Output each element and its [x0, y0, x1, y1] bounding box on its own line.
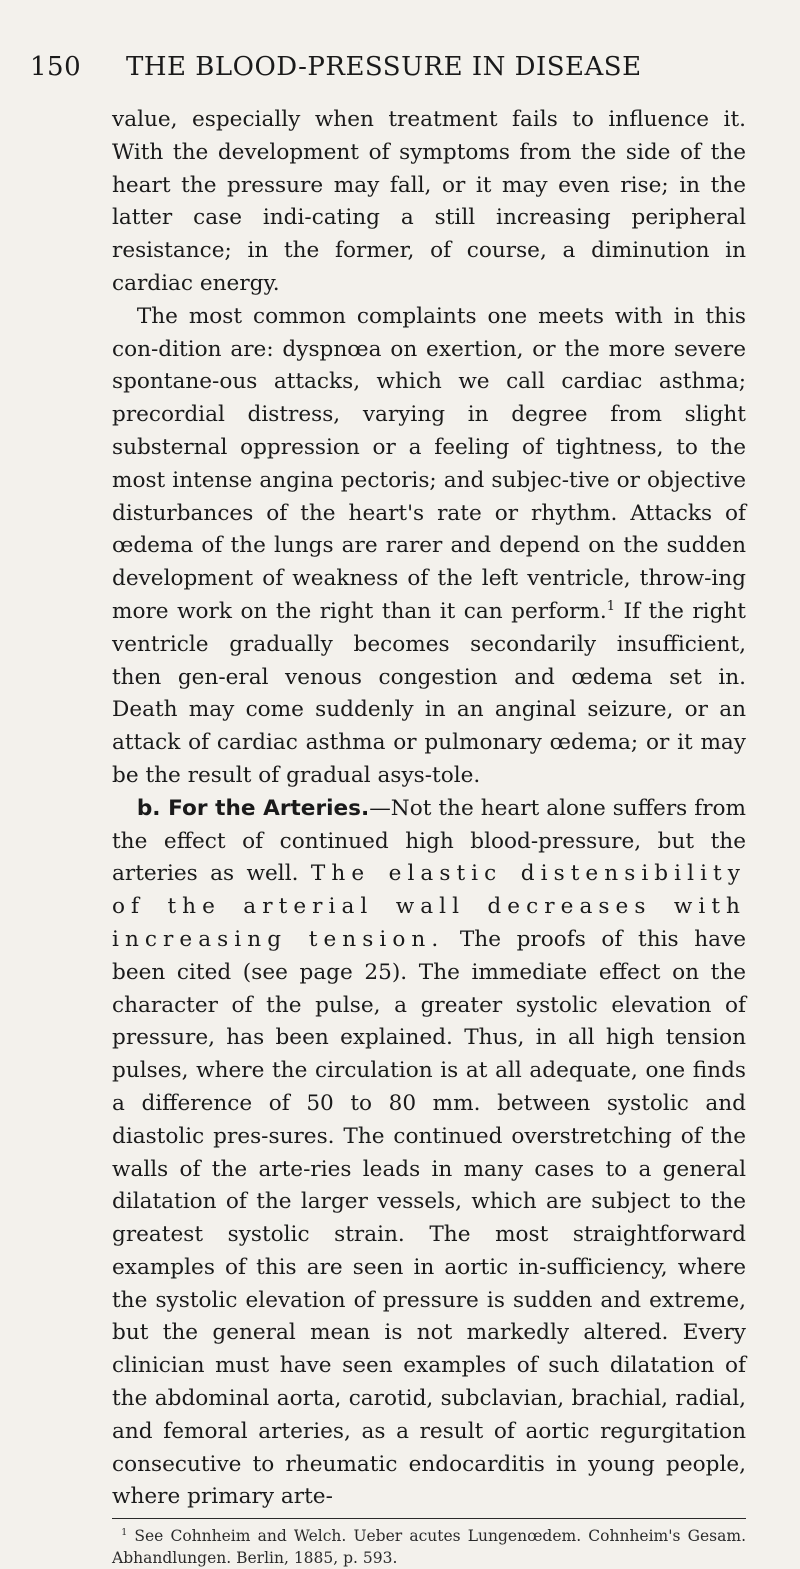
- running-title: THE BLOOD-PRESSURE IN DISEASE: [126, 52, 642, 82]
- body-text: [112, 104, 746, 1514]
- paragraph-2: [112, 301, 746, 793]
- footnote-marker: 1: [121, 1527, 128, 1539]
- page-header: [30, 52, 746, 82]
- section-heading: b. For the Arteries.: [136, 795, 370, 821]
- paragraph-3-part-a: —Not the heart alone suffers from the effect of continued high blood-pressure, but the arteries as well.: [112, 795, 747, 887]
- paragraph-2-part-b: If the right ventricle gradually becomes secondarily insufficient, then gen-eral venous congestion and œdema set in. Death may come suddenly in an anginal seizure, or an attack of cardiac asthma or pulmonary œdema; or it may be the result of gradual asys-tole.: [112, 598, 746, 788]
- paragraph-1: value, especially when treatment fails to influence it. With the development of symptoms from the side of the heart the pressure may fall, or it may even rise; in the latter case indi-cating a still increasing peripheral resistance; in the former, of course, a diminution in cardiac energy.: [112, 107, 746, 296]
- paragraph-3: [112, 793, 746, 1515]
- footnote-divider: [112, 1518, 746, 1519]
- paragraph-2-part-a: The most common complaints one meets with in this con-dition are: dyspnœa on exertion, or the more severe spontane-ous attacks, which we call cardiac asthma; precordial distress, varying in degree from slight substernal oppression or a feeling of tightness, to the most intense angina pectoris; and subjec-tive or objective disturbances of the heart's rate or rhythm. Attacks of œdema of the lungs are rarer and depend on the sudden development of weakness of the left ventricle, throw-ing more work on the right than it can perform.: [112, 303, 746, 624]
- footnote-reference: 1: [606, 598, 615, 614]
- paragraph-3-part-b: The proofs of this have been cited (see page 25). The immediate effect on the character of the pulse, a greater systolic elevation of pressure, has been explained. Thus, in all high tension pulses, where the circulation is at all adequate, one finds a difference of 50 to 80 mm. between systolic and diastolic pres-sures. The continued overstretching of the walls of the arte-ries leads in many cases to a general dilatation of the larger vessels, which are subject to the greatest systolic strain. The most straightforward examples of this are seen in aortic in-sufficiency, where the systolic elevation of pressure is sudden and extreme, but the general mean is not markedly altered. Every clinician must have seen examples of such dilatation of the abdominal aorta, carotid, subclavian, brachial, radial, and femoral arteries, as a result of aortic regurgitation consecutive to rheumatic endocarditis in young people, where primary arte-: [112, 926, 746, 1510]
- emphasized-statement: The elastic distensibility of the arterial wall decreases with increasing tension.: [112, 861, 747, 952]
- footnote: [112, 1525, 746, 1569]
- page-number: 150: [30, 52, 82, 82]
- footnote-text: See Cohnheim and Welch. Ueber acutes Lungenœdem. Cohnheim's Gesam. Abhandlungen. Berlin, 1885, p. 593.: [112, 1527, 746, 1568]
